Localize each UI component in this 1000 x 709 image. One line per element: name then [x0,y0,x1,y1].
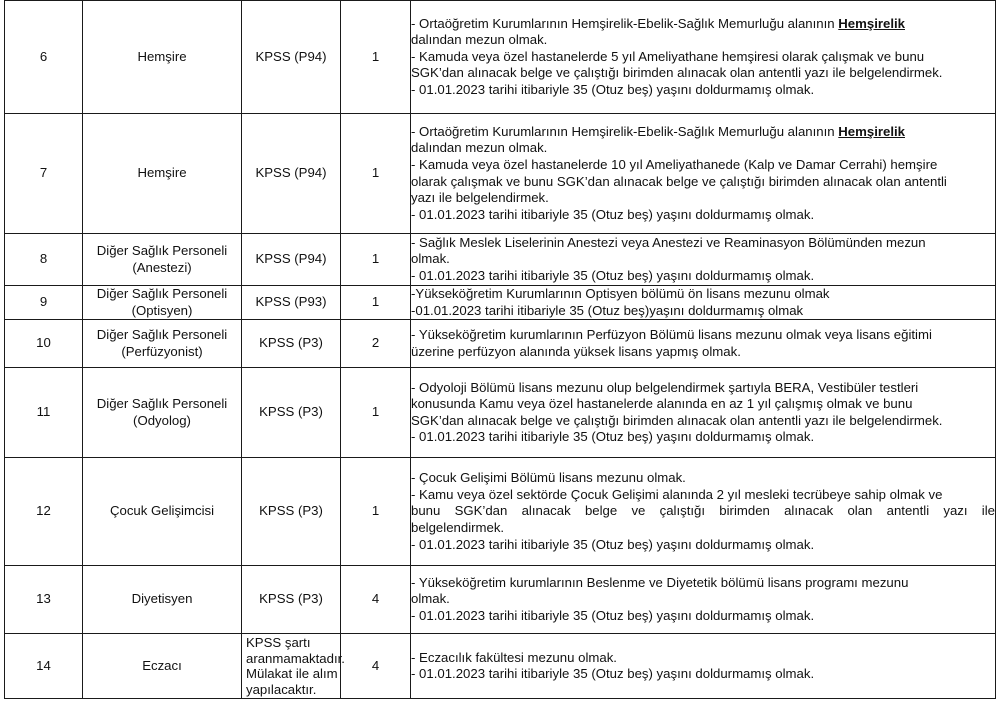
requirement-line: belgelendirmek. [411,519,505,535]
requirement-line: - Sağlık Meslek Liselerinin Anestezi veya Anestezi ve Reaminasyon Bölümünden mezun [411,234,926,250]
kpss-requirement [242,114,341,234]
requirement-line: - Çocuk Gelişimi Bölümü lisans mezunu olmak. [411,470,686,486]
requirement-line: - 01.01.2023 tarihi itibariyle 35 (Otuz beş) yaşını doldurmamış olmak. [411,429,815,445]
position-count: 1 [341,1,411,114]
position-title-line: Diyetisyen [131,591,193,607]
kpss-line: KPSS (P3) [259,404,323,420]
requirement-line: - Eczacılık fakültesi mezunu olmak. [411,649,617,665]
kpss-line: KPSS (P93) [255,294,327,310]
requirements [411,1,996,114]
row-number: 6 [5,1,83,114]
table-row [5,458,996,566]
kpss-requirement [242,286,341,320]
position-title-line: Çocuk Gelişimcisi [109,503,215,519]
table-row [5,1,996,114]
requirement-line: - 01.01.2023 tarihi itibariyle 35 (Otuz beş) yaşını doldurmamış olmak. [411,536,815,552]
requirement-line: bunu SGK’dan alınacak belge ve çalıştığı birimden alınacak olan antentli yazı ile [411,503,995,519]
position-title-line: Hemşire [137,48,187,64]
kpss-requirement [242,320,341,368]
requirement-line: dalından mezun olmak. [411,32,548,48]
position-title [83,234,242,286]
position-title [83,634,242,699]
requirement-line: - Kamuda veya özel hastanelerde 5 yıl Ameliyathane hemşiresi olarak çalışmak ve bunu [411,48,925,64]
position-title-line: Diğer Sağlık Personeli [96,286,228,301]
position-title [83,1,242,114]
requirements [411,114,996,234]
requirements [411,634,996,699]
table-row [5,234,996,286]
kpss-line: Mülakat ile alım [246,666,338,682]
requirement-line: - Kamuda veya özel hastanelerde 10 yıl Ameliyathanede (Kalp ve Damar Cerrahi) hemşire [411,156,938,172]
kpss-requirement [242,1,341,114]
row-number: 13 [5,566,83,634]
requirement-line: - 01.01.2023 tarihi itibariyle 35 (Otuz beş) yaşını doldurmamış olmak. [411,81,815,97]
kpss-line: KPSS (P3) [259,503,323,519]
position-count: 4 [341,566,411,634]
position-count: 4 [341,634,411,699]
requirement-line: SGK’dan alınacak belge ve çalıştığı birimden alınacak olan antentli yazı ile belgelendirmek. [411,65,943,81]
requirement-line: - 01.01.2023 tarihi itibariyle 35 (Otuz beş) yaşını doldurmamış olmak. [411,666,815,682]
kpss-line: KPSS şartı [246,635,311,651]
kpss-line: aranmamaktadır. [246,650,345,666]
requirement-line: - Odyoloji Bölümü lisans mezunu olup belgelendirmek şartıyla BERA, Vestibüler testleri [411,379,919,395]
position-title [83,286,242,320]
position-title-line: Diğer Sağlık Personeli [96,242,228,258]
position-count: 1 [341,114,411,234]
kpss-line: KPSS (P3) [259,335,323,351]
row-number: 12 [5,458,83,566]
kpss-requirement [242,458,341,566]
position-title [83,320,242,368]
table-row [5,368,996,458]
table-row [5,566,996,634]
position-title-line: (Anestezi) [132,259,192,275]
position-title [83,114,242,234]
requirement-line [411,16,995,33]
requirement-line: dalından mezun olmak. [411,140,548,156]
kpss-line: KPSS (P94) [255,165,327,181]
position-title-line: (Odyolog) [133,412,191,428]
position-title-line: Hemşire [137,165,187,181]
requirement-line: konusunda Kamu veya özel hastanelerde alanında en az 1 yıl çalışmış olmak ve bunu [411,396,913,412]
requirement-line: üzerine perfüzyon alanında yüksek lisans yapmış olmak. [411,343,741,359]
position-title [83,368,242,458]
position-count: 1 [341,286,411,320]
row-number: 10 [5,320,83,368]
requirement-line: -Yükseköğretim Kurumlarının Optisyen bölümü ön lisans mezunu olmak [411,286,830,301]
requirement-highlight: Hemşirelik [838,123,905,139]
requirement-line [411,124,995,141]
row-number: 7 [5,114,83,234]
requirements [411,566,996,634]
kpss-requirement [242,234,341,286]
requirement-line: SGK’dan alınacak belge ve çalıştığı birimden alınacak olan antentli yazı ile belgelendirmek. [411,412,943,428]
kpss-line: KPSS (P94) [255,251,327,267]
requirement-highlight: Hemşirelik [838,15,905,31]
requirement-line: - Yükseköğretim kurumlarının Beslenme ve Diyetetik bölümü lisans programı mezunu [411,574,909,590]
position-count: 1 [341,458,411,566]
row-number: 11 [5,368,83,458]
position-count: 2 [341,320,411,368]
requirement-line: - 01.01.2023 tarihi itibariyle 35 (Otuz beş) yaşını doldurmamış olmak. [411,206,815,222]
positions-table [4,0,996,699]
position-title-line: Diğer Sağlık Personeli [96,396,228,412]
kpss-requirement [242,368,341,458]
requirement-line: olarak çalışmak ve bunu SGK’dan alınacak belge ve çalıştığı birimden alınacak olan antentli [411,173,947,189]
requirements [411,458,996,566]
requirement-line: olmak. [411,251,450,267]
position-count: 1 [341,234,411,286]
requirement-line: - 01.01.2023 tarihi itibariyle 35 (Otuz beş) yaşını doldurmamış olmak. [411,607,815,623]
requirement-line: - Yükseköğretim kurumlarının Perfüzyon Bölümü lisans mezunu olmak veya lisans eğitimi [411,327,932,343]
requirements [411,234,996,286]
position-title-line: (Perfüzyonist) [121,343,203,359]
position-title-line: Eczacı [142,657,182,673]
position-title [83,458,242,566]
table-row [5,114,996,234]
requirements [411,320,996,368]
kpss-line: KPSS (P3) [259,591,323,607]
kpss-requirement [242,566,341,634]
table-row [5,286,996,320]
requirement-line: - 01.01.2023 tarihi itibariyle 35 (Otuz beş) yaşını doldurmamış olmak. [411,267,815,283]
row-number: 14 [5,634,83,699]
row-number: 8 [5,234,83,286]
requirement-text: - Ortaöğretim Kurumlarının Hemşirelik-Ebelik-Sağlık Memurluğu alanının [411,15,839,31]
position-count: 1 [341,368,411,458]
requirements [411,368,996,458]
requirement-line: olmak. [411,591,450,607]
table-row [5,634,996,699]
position-title-line: (Optisyen) [131,302,193,318]
positions-table-body [5,1,996,699]
requirement-line: -01.01.2023 tarihi itibariyle 35 (Otuz beş)yaşını doldurmamış olmak [411,302,804,318]
kpss-line: KPSS (P94) [255,48,327,64]
position-title-line: Diğer Sağlık Personeli [96,327,228,343]
table-row [5,320,996,368]
requirement-text: - Ortaöğretim Kurumlarının Hemşirelik-Ebelik-Sağlık Memurluğu alanının [411,123,839,139]
kpss-line: yapılacaktır. [246,681,317,697]
requirement-line: - Kamu veya özel sektörde Çocuk Gelişimi alanında 2 yıl mesleki tecrübeye sahip olmak ve [411,486,943,502]
row-number: 9 [5,286,83,320]
requirements [411,286,996,320]
position-title [83,566,242,634]
kpss-requirement [242,634,345,699]
requirement-line: yazı ile belgelendirmek. [411,190,549,206]
